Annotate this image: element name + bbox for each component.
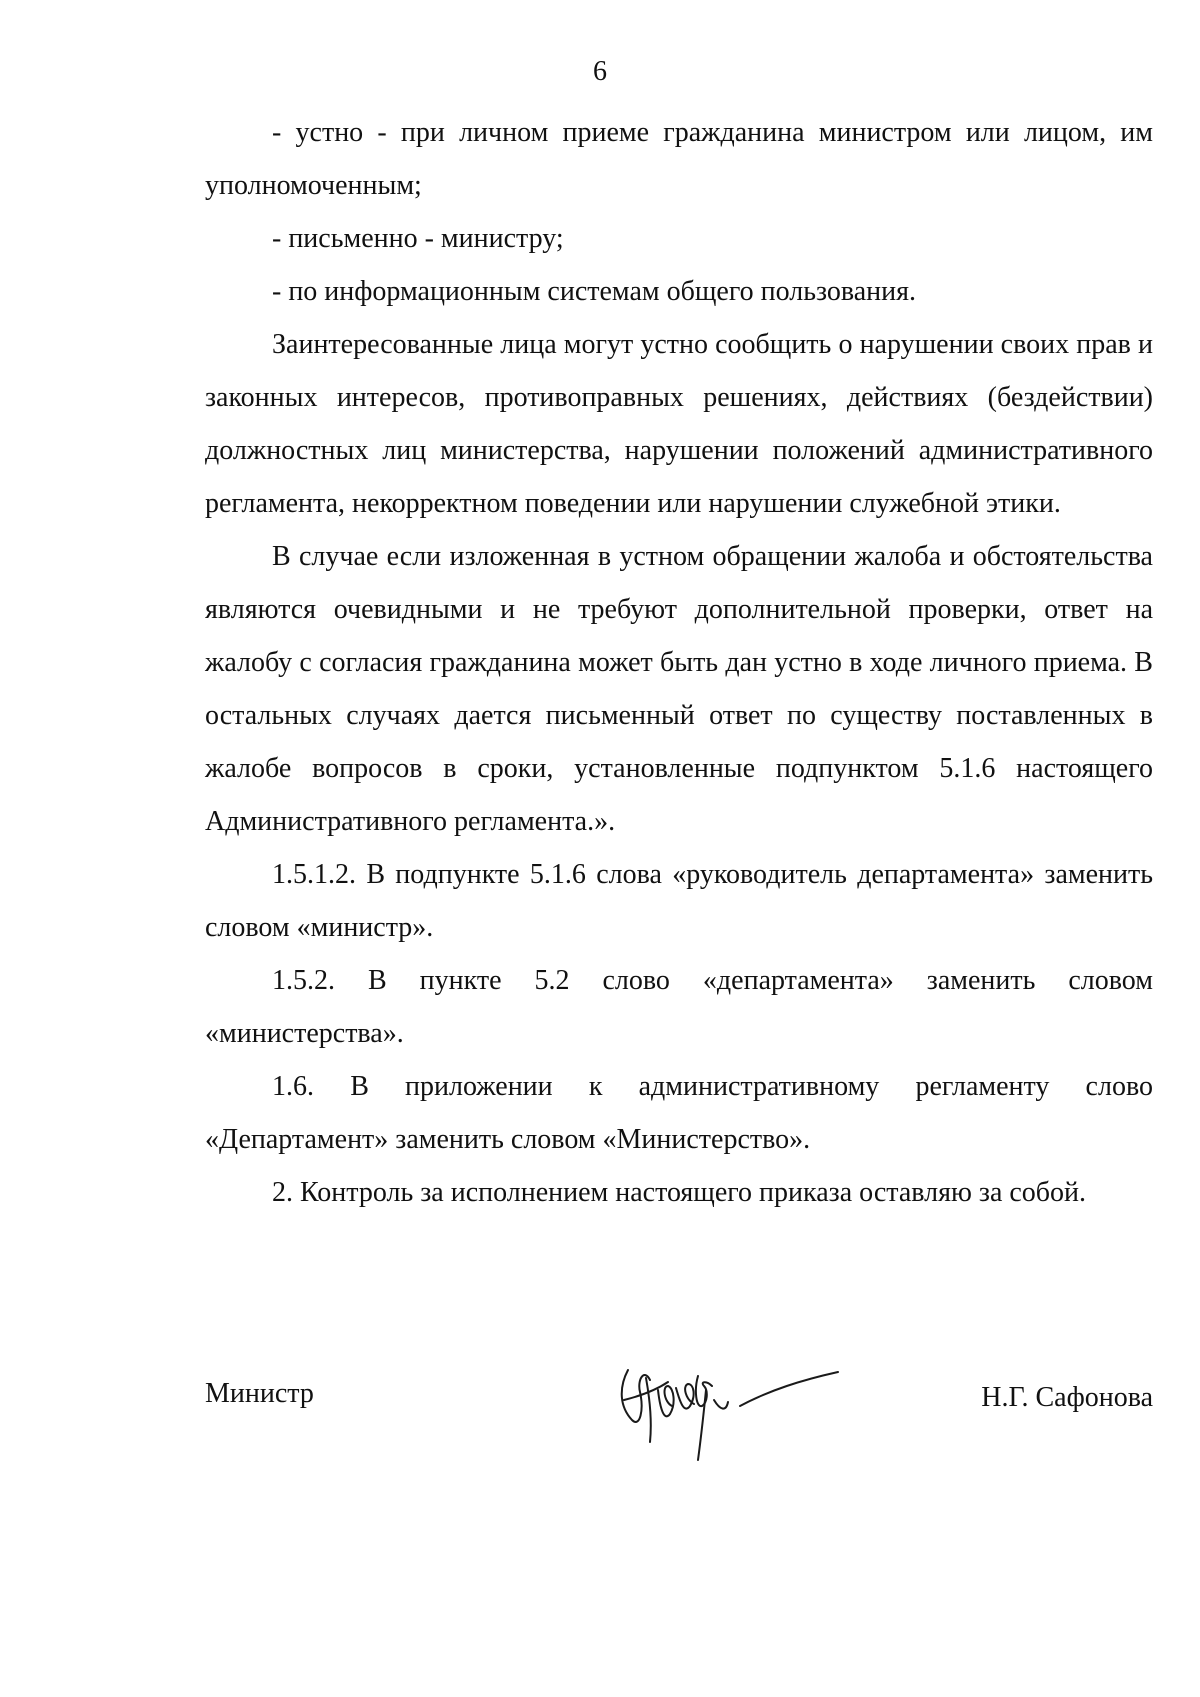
- paragraph-item-1-5-2: 1.5.2. В пункте 5.2 слово «департамента» заменить словом «министерства».: [205, 965, 1153, 1049]
- page-number: 6: [593, 56, 607, 87]
- paragraph-item-1-6: 1.6. В приложении к административному регламенту слово «Департамент» заменить словом «Министерство».: [205, 1071, 1153, 1155]
- document-body: [205, 106, 1153, 1219]
- paragraph-item-2-control: 2. Контроль за исполнением настоящего приказа оставляю за собой.: [272, 1177, 1087, 1208]
- paragraph-interested-persons: Заинтересованные лица могут устно сообщить о нарушении своих прав и законных интересов, противоправных решениях, действиях (бездействии) должностных лиц министерства, нарушении положений административного регламента, некорректном поведении или нарушении служебной этики.: [205, 329, 1153, 519]
- handwritten-signature: [610, 1330, 850, 1470]
- paragraph-written-appeal: - письменно - министру;: [272, 223, 564, 254]
- paragraph-item-1-5-1-2: 1.5.1.2. В подпункте 5.1.6 слова «руководитель департамента» заменить словом «министр».: [205, 859, 1153, 943]
- signatory-name: Н.Г. Сафонова: [981, 1382, 1153, 1413]
- paragraph-oral-complaint-case: В случае если изложенная в устном обращении жалоба и обстоятельства являются очевидными и не требуют дополнительной проверки, ответ на жалобу с согласия гражданина может быть дан устно в ходе личного приема. В остальных случаях дается письменный ответ по существу поставленных в жалобе вопросов в сроки, установленные подпунктом 5.1.6 настоящего Административного регламента.».: [205, 541, 1153, 837]
- paragraph-information-systems: - по информационным системам общего пользования.: [272, 276, 916, 307]
- signatory-title: Министр: [205, 1378, 314, 1409]
- paragraph-oral-appeal: - устно - при личном приеме гражданина министром или лицом, им уполномоченным;: [205, 117, 1153, 201]
